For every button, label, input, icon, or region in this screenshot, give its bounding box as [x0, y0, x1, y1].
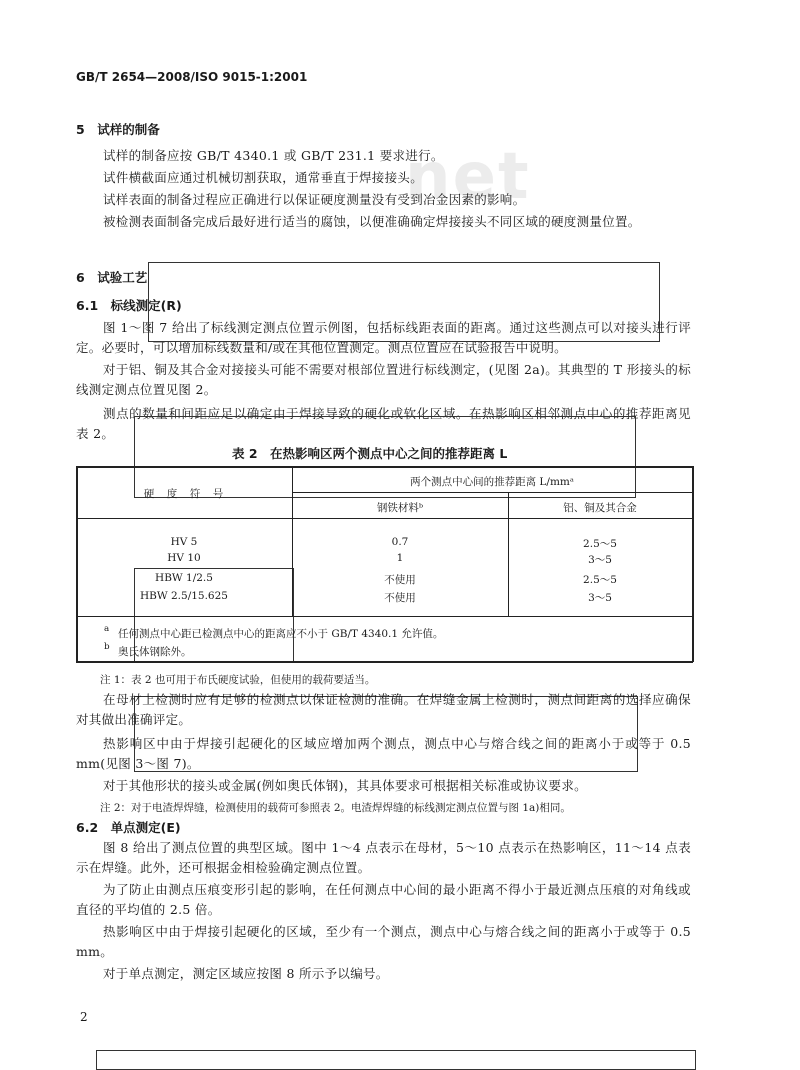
- table-header-aluminium-copper: 铝、铜及其合金: [563, 502, 637, 514]
- section-5-para-2: 试件横截面应通过机械切割获取，通常垂直于焊接接头。: [103, 170, 424, 185]
- table-footnote-b-mark: b: [104, 642, 110, 652]
- after-table-para-2: 热影响区中由于焊接引起硬化的区域应增加两个测点，测点中心与熔合线之间的距离小于或等于 0.5 mm(见图 3～图 7)。: [76, 736, 691, 771]
- note-2: 注 2：对于电渣焊焊缝，检测使用的载荷可参照表 2。电渣焊焊缝的标线测定测点位置与图 1a)相同。: [100, 802, 571, 814]
- section-5-para-4: 被检测表面制备完成后最好进行适当的腐蚀，以便准确确定焊接接头不同区域的硬度测量位置。: [103, 214, 641, 229]
- al-value-cell: 2.5～5: [583, 538, 617, 550]
- section-6-1-para-2: 对于铝、铜及其合金对接接头可能不需要对根部位置进行标线测定，(见图 2a)。其典型的 T 形接头的标线测定测点位置见图 2。: [76, 362, 691, 397]
- table-header-recommended-distance: 两个测点中心间的推荐距离 L/mmᵃ: [410, 476, 574, 488]
- section-6-2-para-3: 热影响区中由于焊接引起硬化的区域，至少有一个测点，测点中心与熔合线之间的距离小于或等于 0.5 mm。: [76, 924, 691, 959]
- table-footnote-a-mark: a: [104, 624, 110, 634]
- steel-value-cell: 1: [396, 552, 404, 564]
- section-6-2-para-1: 图 8 给出了测点位置的典型区域。图中 1～4 点表示在母材，5～10 点表示在热影响区，11～14 点表示在焊缝。此外，还可根据金相检验确定测点位置。: [76, 840, 691, 875]
- standard-header: GB/T 2654—2008/ISO 9015-1:2001: [76, 70, 308, 84]
- steel-value-cell: 0.7: [391, 536, 409, 548]
- annotation-rectangle: [148, 262, 660, 342]
- section-5-para-1: 试样的制备应按 GB/T 4340.1 或 GB/T 231.1 要求进行。: [103, 148, 444, 163]
- note-1: 注 1：表 2 也可用于布氏硬度试验，但使用的载荷要适当。: [100, 674, 376, 686]
- watermark: net: [405, 140, 531, 214]
- after-table-para-3: 对于其他形状的接头或金属(例如奥氏体钢)，其具体要求可根据相关标准或协议要求。: [103, 778, 587, 793]
- steel-value-cell: 不使用: [384, 574, 416, 586]
- hardness-symbol-cell: HV 5: [170, 536, 198, 548]
- section-5-heading: 5 试样的制备: [76, 122, 160, 137]
- next-page-frame-edge: [96, 1050, 696, 1070]
- hardness-symbol-cell: HBW 1/2.5: [155, 572, 213, 584]
- section-6-1-para-1: 图 1～图 7 给出了标线测定测点位置示例图，包括标线距表面的距离。通过这些测点可以对接头进行评定。必要时，可以增加标线数量和/或在其他位置测定。测点位置应在试验报告中说明。: [76, 320, 691, 355]
- section-6-1-para-3: 测点的数量和间距应足以确定由于焊接导致的硬化或软化区域。在热影响区相邻测点中心的推荐距离见表 2。: [76, 406, 691, 441]
- al-value-cell: 3～5: [588, 592, 612, 604]
- al-value-cell: 3～5: [588, 554, 612, 566]
- al-value-cell: 2.5～5: [583, 574, 617, 586]
- section-6-2-para-4: 对于单点测定，测定区域应按图 8 所示予以编号。: [103, 966, 389, 981]
- section-6-2-heading: 6.2 单点测定(E): [76, 820, 181, 835]
- hardness-symbol-cell: HV 10: [167, 552, 201, 564]
- section-6-2-para-2: 为了防止由测点压痕变形引起的影响，在任何测点中心间的最小距离不得小于最近测点压痕的对角线或直径的平均值的 2.5 倍。: [76, 882, 691, 917]
- page-number: 2: [80, 1010, 88, 1024]
- steel-value-cell: 不使用: [384, 592, 416, 604]
- hardness-symbol-cell: HBW 2.5/15.625: [140, 590, 228, 602]
- table-2-caption: 表 2 在热影响区两个测点中心之间的推荐距离 L: [232, 446, 508, 461]
- section-6-1-heading: 6.1 标线测定(R): [76, 298, 182, 313]
- table-header-steel: 钢铁材料ᵇ: [376, 502, 424, 514]
- section-5-para-3: 试样表面的制备过程应正确进行以保证硬度测量没有受到冶金因素的影响。: [103, 192, 526, 207]
- table-footnote-b: 奥氏体钢除外。: [118, 646, 192, 658]
- table-footnote-a: 任何测点中心距已检测点中心的距离应不小于 GB/T 4340.1 允许值。: [118, 628, 444, 640]
- after-table-para-1: 在母材上检测时应有足够的检测点以保证检测的准确。在焊缝金属上检测时，测点间距离的选择应确保对其做出准确评定。: [76, 692, 691, 727]
- section-6-heading: 6 试验工艺: [76, 270, 148, 285]
- table-header-hardness-symbol: 硬 度 符 号: [143, 488, 225, 500]
